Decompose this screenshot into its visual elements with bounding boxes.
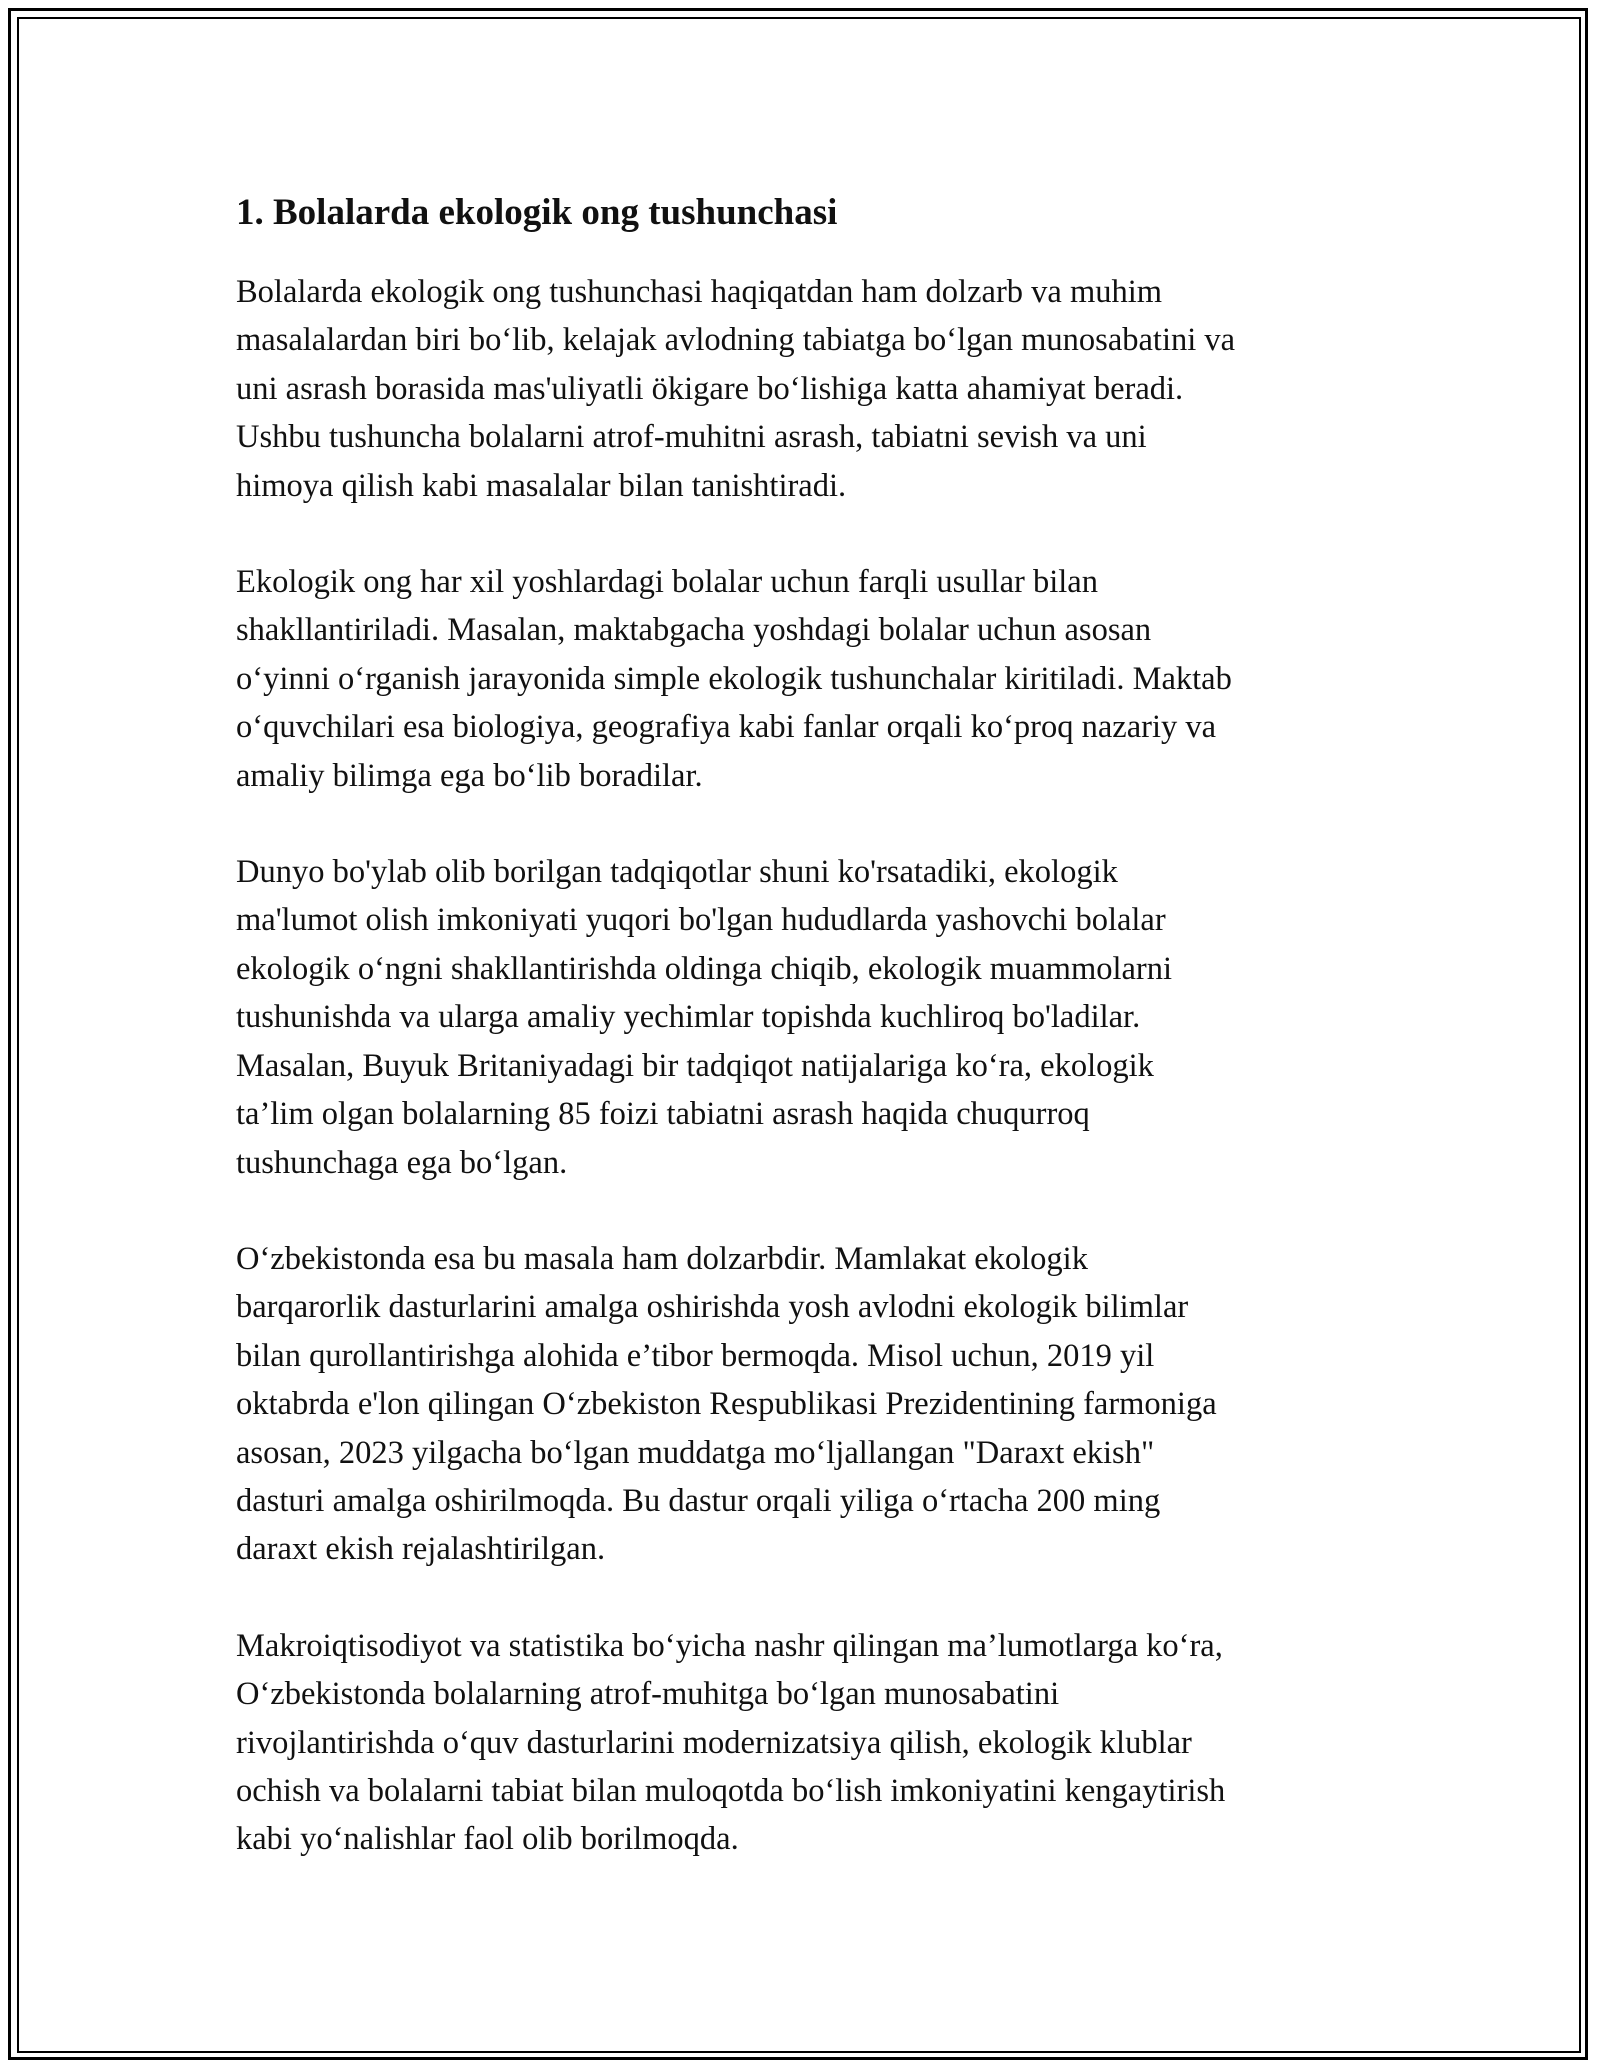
paragraph-1 bbox=[236, 268, 1366, 510]
text-line: Oʻzbekistonda bolalarning atrof-muhitga boʻlgan munosabatini bbox=[236, 1676, 1060, 1713]
paragraph-4 bbox=[236, 1235, 1366, 1574]
text-line: shakllantiriladi. Masalan, maktabgacha yoshdagi bolalar uchun asosan bbox=[236, 612, 1152, 649]
text-line: Makroiqtisodiyot va statistika boʻyicha nashr qilingan ma’lumotlarga koʻra, bbox=[236, 1627, 1223, 1664]
text-line: ta’lim olgan bolalarning 85 foizi tabiatni asrash haqida chuqurroq bbox=[236, 1096, 1090, 1133]
text-line: barqarorlik dasturlarini amalga oshirishda yosh avlodni ekologik bilimlar bbox=[236, 1289, 1189, 1326]
text-line: oʻyinni oʻrganish jarayonida simple ekologik tushunchalar kiritiladi. Maktab bbox=[236, 660, 1232, 697]
text-line: asosan, 2023 yilgacha boʻlgan muddatga moʻljallangan "Daraxt ekish" bbox=[236, 1434, 1155, 1471]
text-line: ochish va bolalarni tabiat bilan muloqotda boʻlish imkoniyatini kengaytirish bbox=[236, 1772, 1226, 1809]
text-line: Oʻzbekistonda esa bu masala ham dolzarbdir. Mamlakat ekologik bbox=[236, 1240, 1088, 1277]
document-body bbox=[236, 188, 1366, 1912]
text-line: oktabrda e'lon qilingan Oʻzbekiston Respublikasi Prezidentining farmoniga bbox=[236, 1386, 1217, 1423]
text-line: bilan qurollantirishga alohida e’tibor bermoqda. Misol uchun, 2019 yil bbox=[236, 1337, 1155, 1374]
text-line: kabi yoʻnalishlar faol olib borilmoqda. bbox=[236, 1821, 739, 1858]
text-line: tushunishda va ularga amaliy yechimlar topishda kuchliroq bo'ladilar. bbox=[236, 999, 1141, 1036]
text-line: ma'lumot olish imkoniyati yuqori bo'lgan hududlarda yashovchi bolalar bbox=[236, 902, 1166, 939]
text-line: amaliy bilimga ega boʻlib boradilar. bbox=[236, 757, 703, 794]
section-heading: 1. Bolalarda ekologik ong tushunchasi bbox=[236, 192, 838, 233]
text-line: himoya qilish kabi masalalar bilan tanishtiradi. bbox=[236, 467, 847, 504]
text-line: tushunchaga ega boʻlgan. bbox=[236, 1144, 568, 1181]
text-line: Ekologik ong har xil yoshlardagi bolalar uchun farqli usullar bilan bbox=[236, 564, 1098, 601]
text-line: ekologik oʻngni shakllantirishda oldinga chiqib, ekologik muammolarni bbox=[236, 950, 1173, 987]
text-line: Masalan, Buyuk Britaniyadagi bir tadqiqot natijalariga koʻra, ekologik bbox=[236, 1047, 1154, 1084]
paragraph-3 bbox=[236, 848, 1366, 1187]
text-line: masalalardan biri boʻlib, kelajak avlodning tabiatga boʻlgan munosabatini va bbox=[236, 322, 1236, 359]
text-line: Dunyo bo'ylab olib borilgan tadqiqotlar shuni ko'rsatadiki, ekologik bbox=[236, 854, 1118, 891]
text-line: dasturi amalga oshirilmoqda. Bu dastur orqali yiliga oʻrtacha 200 ming bbox=[236, 1482, 1161, 1519]
text-line: rivojlantirishda oʻquv dasturlarini modernizatsiya qilish, ekologik klublar bbox=[236, 1724, 1192, 1761]
text-line: uni asrash borasida mas'uliyatli ökigare boʻlishiga katta ahamiyat beradi. bbox=[236, 370, 1184, 407]
paragraphs-container bbox=[236, 268, 1366, 1864]
text-line: daraxt ekish rejalashtirilgan. bbox=[236, 1531, 606, 1568]
text-line: Bolalarda ekologik ong tushunchasi haqiqatdan ham dolzarb va muhim bbox=[236, 274, 1163, 310]
paragraph-2 bbox=[236, 558, 1366, 800]
text-line: oʻquvchilari esa biologiya, geografiya kabi fanlar orqali koʻproq nazariy va bbox=[236, 709, 1217, 746]
paragraph-5 bbox=[236, 1622, 1366, 1864]
text-line: Ushbu tushuncha bolalarni atrof-muhitni asrash, tabiatni sevish va uni bbox=[236, 419, 1147, 456]
